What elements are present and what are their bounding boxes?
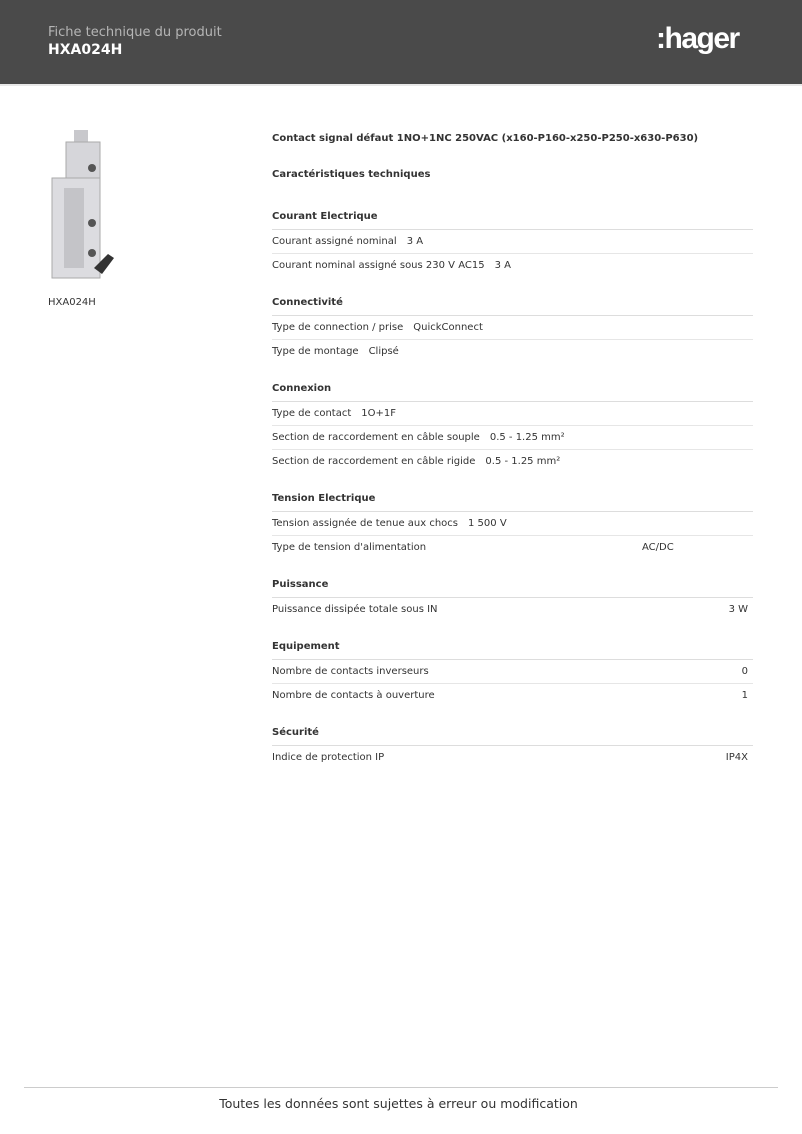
spec-value: QuickConnect <box>413 322 483 333</box>
spec-row <box>272 402 753 426</box>
spec-row <box>272 598 753 621</box>
spec-label: Type de contact <box>272 408 352 419</box>
specs-heading: Caractéristiques techniques <box>272 169 431 180</box>
footer-divider <box>24 1087 778 1088</box>
spec-label: Nombre de contacts inverseurs <box>272 666 429 677</box>
spec-row <box>272 684 753 707</box>
spec-value: 0 <box>741 666 748 677</box>
spec-label: Type de tension d'alimentation <box>272 542 427 553</box>
spec-section <box>272 291 753 363</box>
spec-label: Courant assigné nominal <box>272 236 397 247</box>
spec-section <box>272 721 753 769</box>
section-title: Puissance <box>272 573 753 598</box>
spec-label: Section de raccordement en câble souple <box>272 432 480 443</box>
spec-label: Courant nominal assigné sous 230 V AC15 <box>272 260 485 271</box>
spec-label: Tension assignée de tenue aux chocs <box>272 518 459 529</box>
spec-value: Clipsé <box>368 346 399 357</box>
spec-value: 3 A <box>494 260 511 271</box>
spec-label: Section de raccordement en câble rigide <box>272 456 476 467</box>
section-title: Connexion <box>272 377 753 402</box>
spec-label: Nombre de contacts à ouverture <box>272 690 435 701</box>
spec-sections <box>272 205 753 783</box>
section-title: Tension Electrique <box>272 487 753 512</box>
spec-section <box>272 573 753 621</box>
spec-value: 0.5 - 1.25 mm² <box>489 432 565 443</box>
spec-row <box>272 340 753 363</box>
spec-value: IP4X <box>725 752 748 763</box>
section-title: Equipement <box>272 635 753 660</box>
spec-value: AC/DC <box>642 542 674 553</box>
spec-value: 1 500 V <box>468 518 507 529</box>
spec-value: 3 W <box>728 604 748 615</box>
hager-logo: :hager <box>656 22 739 55</box>
spec-row <box>272 746 753 769</box>
section-title: Sécurité <box>272 721 753 746</box>
spec-section <box>272 635 753 707</box>
spec-row <box>272 536 753 559</box>
spec-row <box>272 426 753 450</box>
spec-row <box>272 316 753 340</box>
product-title: Contact signal défaut 1NO+1NC 250VAC (x160-P160-x250-P250-x630-P630) <box>272 133 699 144</box>
section-title: Courant Electrique <box>272 205 753 230</box>
spec-value: 0.5 - 1.25 mm² <box>485 456 561 467</box>
footer-disclaimer: Toutes les données sont sujettes à erreur ou modification <box>219 1096 578 1111</box>
spec-label: Type de montage <box>272 346 359 357</box>
spec-section <box>272 205 753 277</box>
section-title: Connectivité <box>272 291 753 316</box>
spec-row <box>272 450 753 473</box>
spec-section <box>272 487 753 559</box>
spec-label: Indice de protection IP <box>272 752 385 763</box>
spec-row <box>272 230 753 254</box>
spec-row <box>272 512 753 536</box>
page-header <box>0 0 802 86</box>
product-code: HXA024H <box>48 42 123 58</box>
spec-label: Type de connection / prise <box>272 322 404 333</box>
product-image <box>44 128 124 288</box>
spec-row <box>272 254 753 277</box>
image-caption: HXA024H <box>48 297 96 308</box>
spec-row <box>272 660 753 684</box>
spec-label: Puissance dissipée totale sous IN <box>272 604 438 615</box>
spec-value: 1 <box>741 690 748 701</box>
spec-section <box>272 377 753 473</box>
header-subtitle: Fiche technique du produit <box>48 25 222 40</box>
spec-value: 3 A <box>406 236 424 247</box>
spec-value: 1O+1F <box>361 408 396 419</box>
